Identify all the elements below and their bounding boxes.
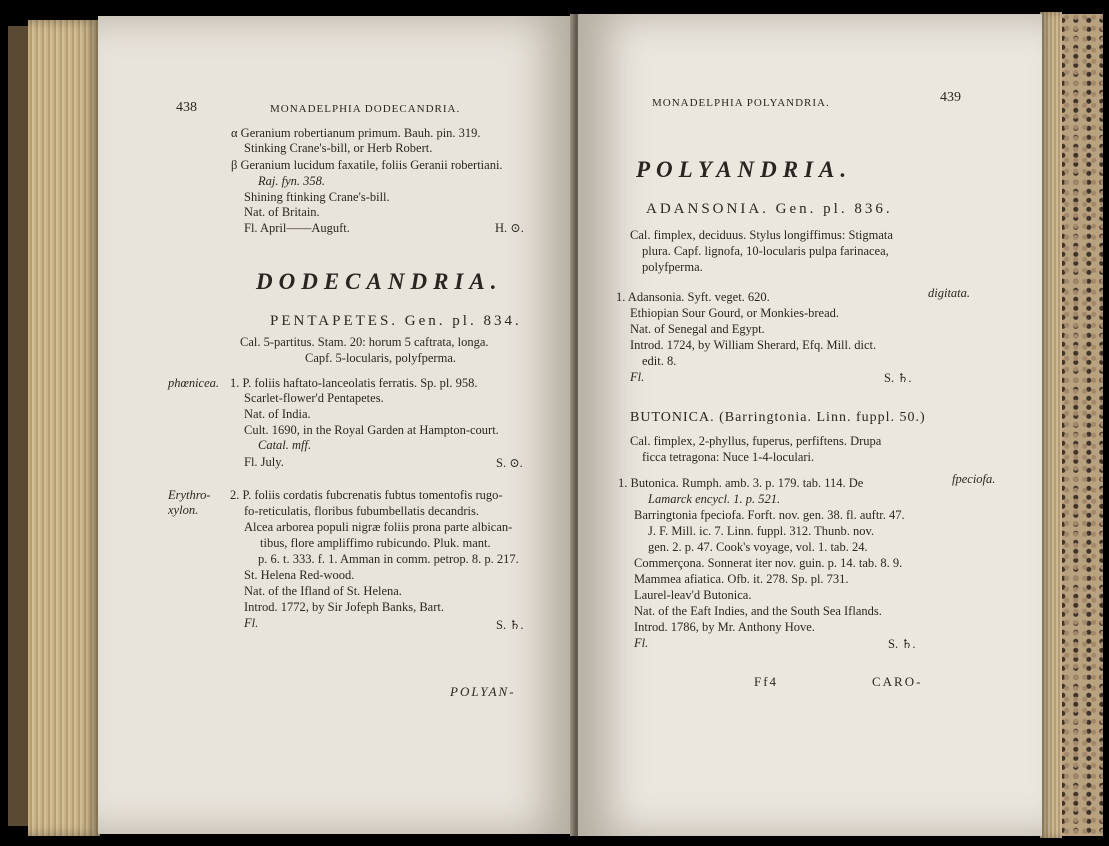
genus-description: Capf. 5-locularis, polyfperma. <box>305 351 456 365</box>
margin-species-name: Erythro- <box>168 488 211 502</box>
text-line: α Geranium robertianum primum. Bauh. pin. 319. <box>231 126 481 140</box>
text-line: Fl. <box>634 636 649 650</box>
text-line: St. Helena Red-wood. <box>244 568 355 582</box>
margin-species-name: digitata. <box>928 286 971 300</box>
text-line: J. F. Mill. ic. 7. Linn. fuppl. 312. Thunb. nov. <box>648 524 875 538</box>
text-line: 1. P. foliis haftato-lanceolatis ferratis. Sp. pl. 958. <box>230 376 478 390</box>
left-page <box>98 16 576 834</box>
text-line: S. ♄. <box>884 371 912 385</box>
text-line: Stinking Crane's-bill, or Herb Robert. <box>244 141 433 155</box>
signature-mark: Ff4 <box>754 674 779 689</box>
text-line: Scarlet-flower'd Pentapetes. <box>244 391 384 405</box>
text-line: Fl. <box>244 616 259 630</box>
section-heading: POLYANDRIA. <box>636 157 853 182</box>
text-line: Nat. of Britain. <box>244 205 320 219</box>
running-head: MONADELPHIA POLYANDRIA. <box>652 97 830 109</box>
text-line: S. ♄. <box>888 637 916 651</box>
genus-description: Cal. fimplex, deciduus. Stylus longiffimus: Stigmata <box>630 228 893 242</box>
text-line: Ethiopian Sour Gourd, or Monkies-bread. <box>630 306 839 320</box>
text-line: Commerçona. Sonnerat iter nov. guin. p. 14. tab. 8. 9. <box>634 556 903 570</box>
text-line: Barringtonia fpeciofa. Forft. nov. gen. 38. fl. auftr. 47. <box>634 508 905 522</box>
text-line: Laurel-leav'd Butonica. <box>634 588 752 602</box>
margin-species-name: phœnicea. <box>168 376 220 390</box>
running-head: MONADELPHIA DODECANDRIA. <box>270 103 461 115</box>
text-line: Lamarck encycl. 1. p. 521. <box>648 492 781 506</box>
genus-description: ficca tetragona: Nuce 1-4-loculari. <box>642 450 815 464</box>
text-line: Catal. mff. <box>258 438 312 452</box>
page-number: 439 <box>940 90 961 105</box>
section-heading: DODECANDRIA. <box>256 269 503 294</box>
right-page <box>578 14 1042 836</box>
text-line: Nat. of the Ifland of St. Helena. <box>244 584 402 598</box>
text-line: Cult. 1690, in the Royal Garden at Hampton-court. <box>244 423 499 437</box>
text-line: Nat. of Senegal and Egypt. <box>630 322 765 336</box>
left-page-edges <box>28 20 100 836</box>
genus-description: plura. Capf. lignofa, 10-locularis pulpa farinacea, <box>642 244 889 258</box>
genus-description: Cal. 5-partitus. Stam. 20: horum 5 caftrata, longa. <box>240 335 489 349</box>
margin-species-name: xylon. <box>168 503 199 517</box>
genus-heading: BUTONICA. (Barringtonia. Linn. fuppl. 50.) <box>630 410 926 425</box>
text-line: edit. 8. <box>642 354 677 368</box>
genus-heading: PENTAPETES. Gen. pl. 834. <box>270 313 522 329</box>
right-cover <box>1055 14 1103 836</box>
text-line: H. ⊙. <box>495 221 524 235</box>
text-line: Nat. of India. <box>244 407 311 421</box>
genus-heading: ADANSONIA. Gen. pl. 836. <box>646 201 893 217</box>
text-line: tibus, flore ampliffimo rubicundo. Pluk. mant. <box>260 536 491 550</box>
text-line: β Geranium lucidum faxatile, foliis Geranii robertiani. <box>231 158 503 172</box>
catchword: POLYAN- <box>450 684 516 699</box>
text-line: 1. Butonica. Rumph. amb. 3. p. 179. tab. 114. De <box>618 476 864 490</box>
text-line: Alcea arborea populi nigræ foliis prona parte albican- <box>244 520 513 534</box>
genus-description: Cal. fimplex, 2-phyllus, fuperus, perfiftens. Drupa <box>630 434 882 448</box>
text-line: Nat. of the Eaft Indies, and the South Sea Iflands. <box>634 604 882 618</box>
text-line: p. 6. t. 333. f. 1. Amman in comm. petrop. 8. p. 217. <box>258 552 519 566</box>
text-line: Raj. fyn. 358. <box>258 174 326 188</box>
text-line: Fl. <box>630 370 645 384</box>
right-page-edges <box>1040 12 1062 838</box>
text-line: Introd. 1724, by William Sherard, Efq. Mill. dict. <box>630 338 877 352</box>
text-line: gen. 2. p. 47. Cook's voyage, vol. 1. tab. 24. <box>648 540 868 554</box>
text-line: Fl. April——Auguft. <box>244 221 350 235</box>
text-line: Fl. July. <box>244 455 284 469</box>
genus-description: polyfperma. <box>642 260 703 274</box>
text-line: Introd. 1786, by Mr. Anthony Hove. <box>634 620 815 634</box>
page-number: 438 <box>176 100 197 115</box>
text-line: 1. Adansonia. Syft. veget. 620. <box>616 290 770 304</box>
text-line: S. ♄. <box>496 618 524 632</box>
text-line: 2. P. foliis cordatis fubcrenatis fubtus tomentofis rugo- <box>230 488 503 502</box>
text-line: Mammea afiatica. Ofb. it. 278. Sp. pl. 731. <box>634 572 849 586</box>
text-line: Shining ftinking Crane's-bill. <box>244 190 390 204</box>
catchword: CARO- <box>872 674 923 689</box>
margin-species-name: fpeciofa. <box>952 472 996 486</box>
text-line: Introd. 1772, by Sir Jofeph Banks, Bart. <box>244 600 444 614</box>
text-line: fo-reticulatis, floribus fubumbellatis decandris. <box>244 504 480 518</box>
text-line: S. ⊙. <box>496 456 523 470</box>
